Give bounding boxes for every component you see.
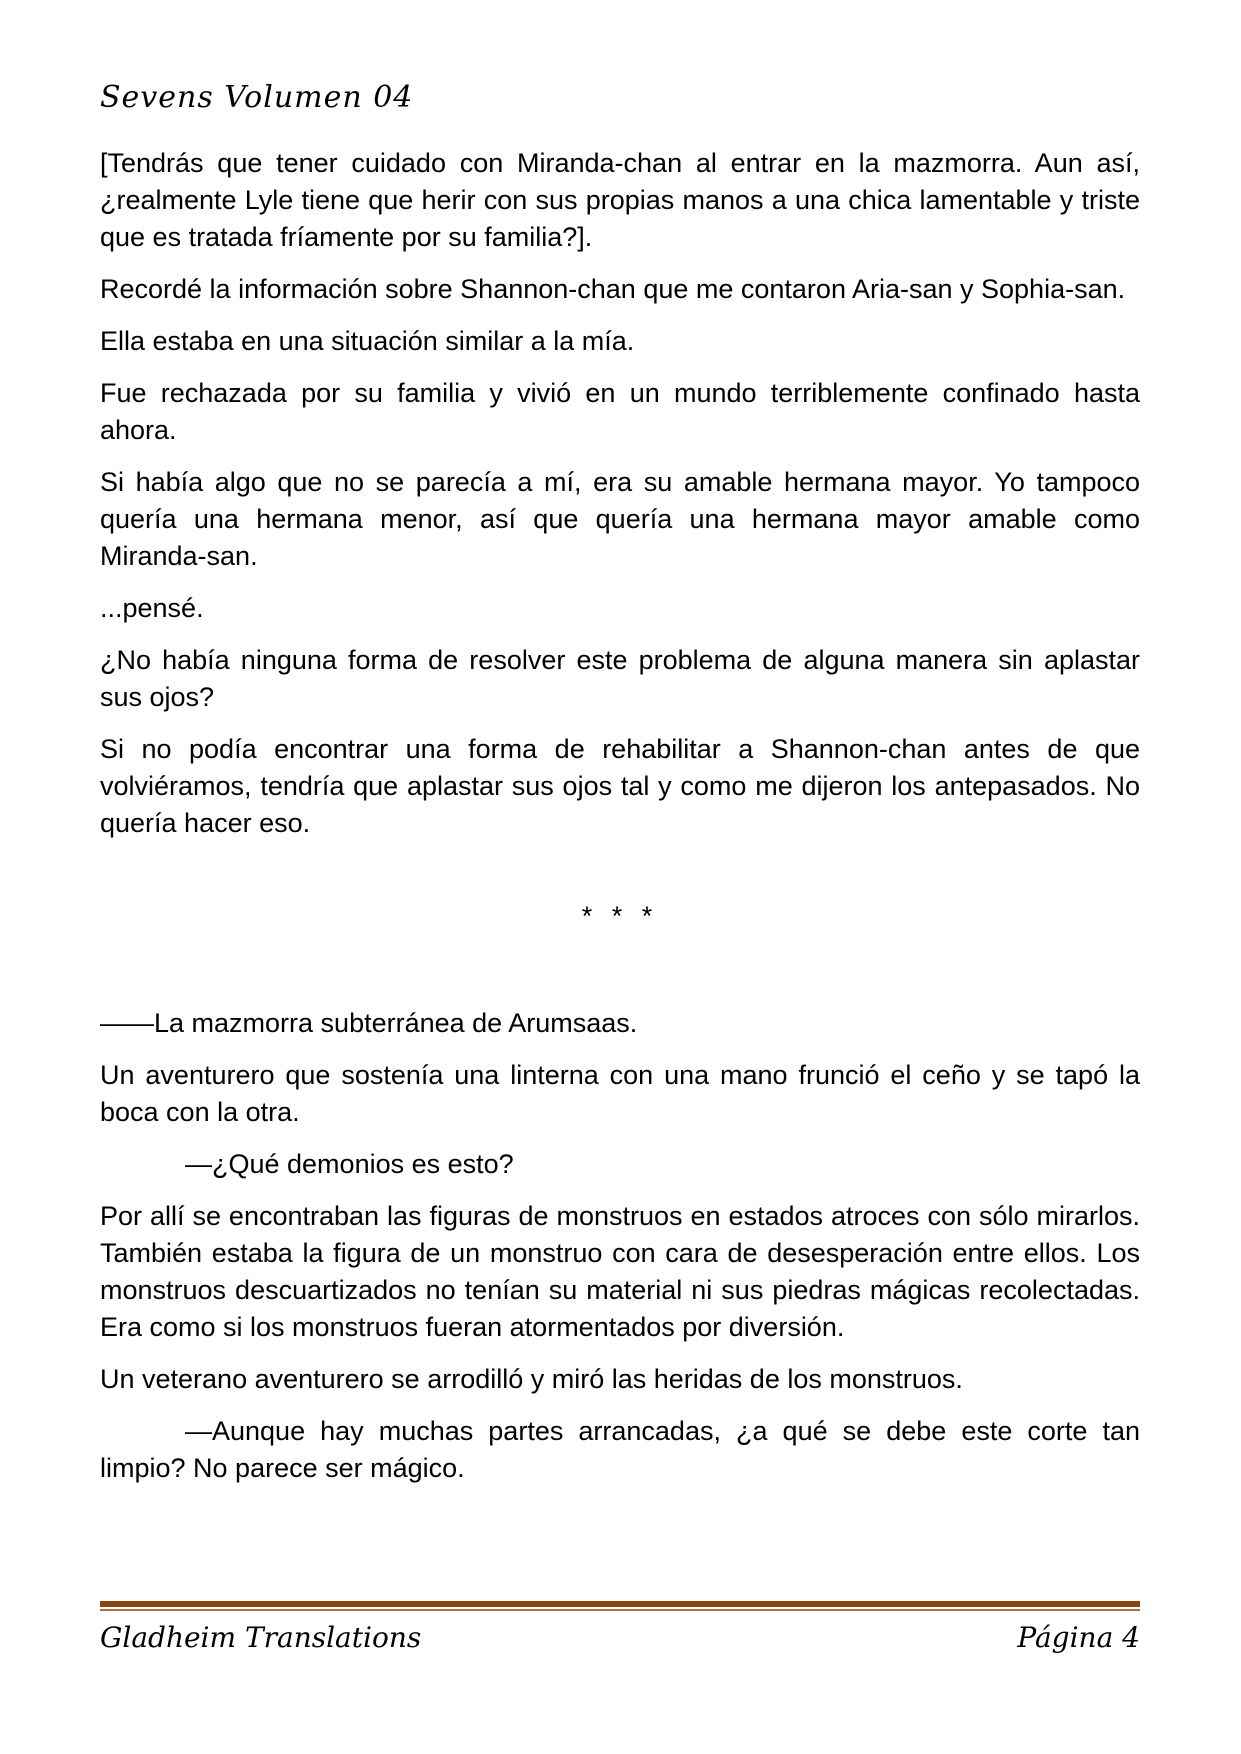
footer-row (100, 1621, 1140, 1654)
paragraph: [Tendrás que tener cuidado con Miranda-chan al entrar en la mazmorra. Aun así, ¿realmente Lyle tiene que herir con sus propias manos a una chica lamentable y triste que es tratada fríamente por su familia?]. (100, 148, 1140, 252)
paragraph: Fue rechazada por su familia y vivió en un mundo terriblemente confinado hasta ahora. (100, 378, 1140, 445)
paragraph: ¿No había ninguna forma de resolver este problema de alguna manera sin aplastar sus ojos? (100, 645, 1140, 712)
page-title: Sevens Volumen 04 (100, 80, 414, 115)
footer-page-number: Página 4 (1017, 1621, 1140, 1654)
paragraph: Ella estaba en una situación similar a la mía. (100, 326, 635, 356)
footer-translator-credit: Gladheim Translations (100, 1621, 422, 1654)
paragraph: Recordé la información sobre Shannon-chan que me contaron Aria-san y Sophia-san. (100, 274, 1126, 304)
paragraph: Si había algo que no se parecía a mí, era su amable hermana mayor. Yo tampoco quería una hermana menor, así que quería una hermana mayor amable como Miranda-san. (100, 467, 1140, 571)
footer-rule (100, 1601, 1140, 1611)
paragraph: —Aunque hay muchas partes arrancadas, ¿a qué se debe este corte tan limpio? No parece ser mágico. (100, 1416, 1140, 1483)
paragraph: Un veterano aventurero se arrodilló y miró las heridas de los monstruos. (100, 1364, 963, 1394)
paragraph: Por allí se encontraban las figuras de monstruos en estados atroces con sólo mirarlos. También estaba la figura de un monstruo con cara de desesperación entre ellos. Los monstruos descuartizados no tenían su material ni sus piedras mágicas recolectadas. Era como si los monstruos fueran atormentados por diversión. (100, 1201, 1140, 1342)
paragraph: Si no podía encontrar una forma de rehabilitar a Shannon-chan antes de que volviéramos, tendría que aplastar sus ojos tal y como me dijeron los antepasados. No quería hacer eso. (100, 734, 1140, 838)
page-footer (100, 1601, 1140, 1654)
paragraph: —¿Qué demonios es esto? (185, 1149, 514, 1179)
document-body (100, 145, 1140, 1487)
paragraph: Un aventurero que sostenía una linterna con una mano frunció el ceño y se tapó la boca con la otra. (100, 1060, 1140, 1127)
footer-rule-thin-line (100, 1609, 1140, 1611)
scene-separator: * * * (581, 901, 659, 931)
paragraph: ...pensé. (100, 593, 204, 623)
page-header (100, 80, 1140, 115)
paragraph: ——La mazmorra subterránea de Arumsaas. (100, 1008, 638, 1038)
footer-rule-thick-line (100, 1601, 1140, 1607)
